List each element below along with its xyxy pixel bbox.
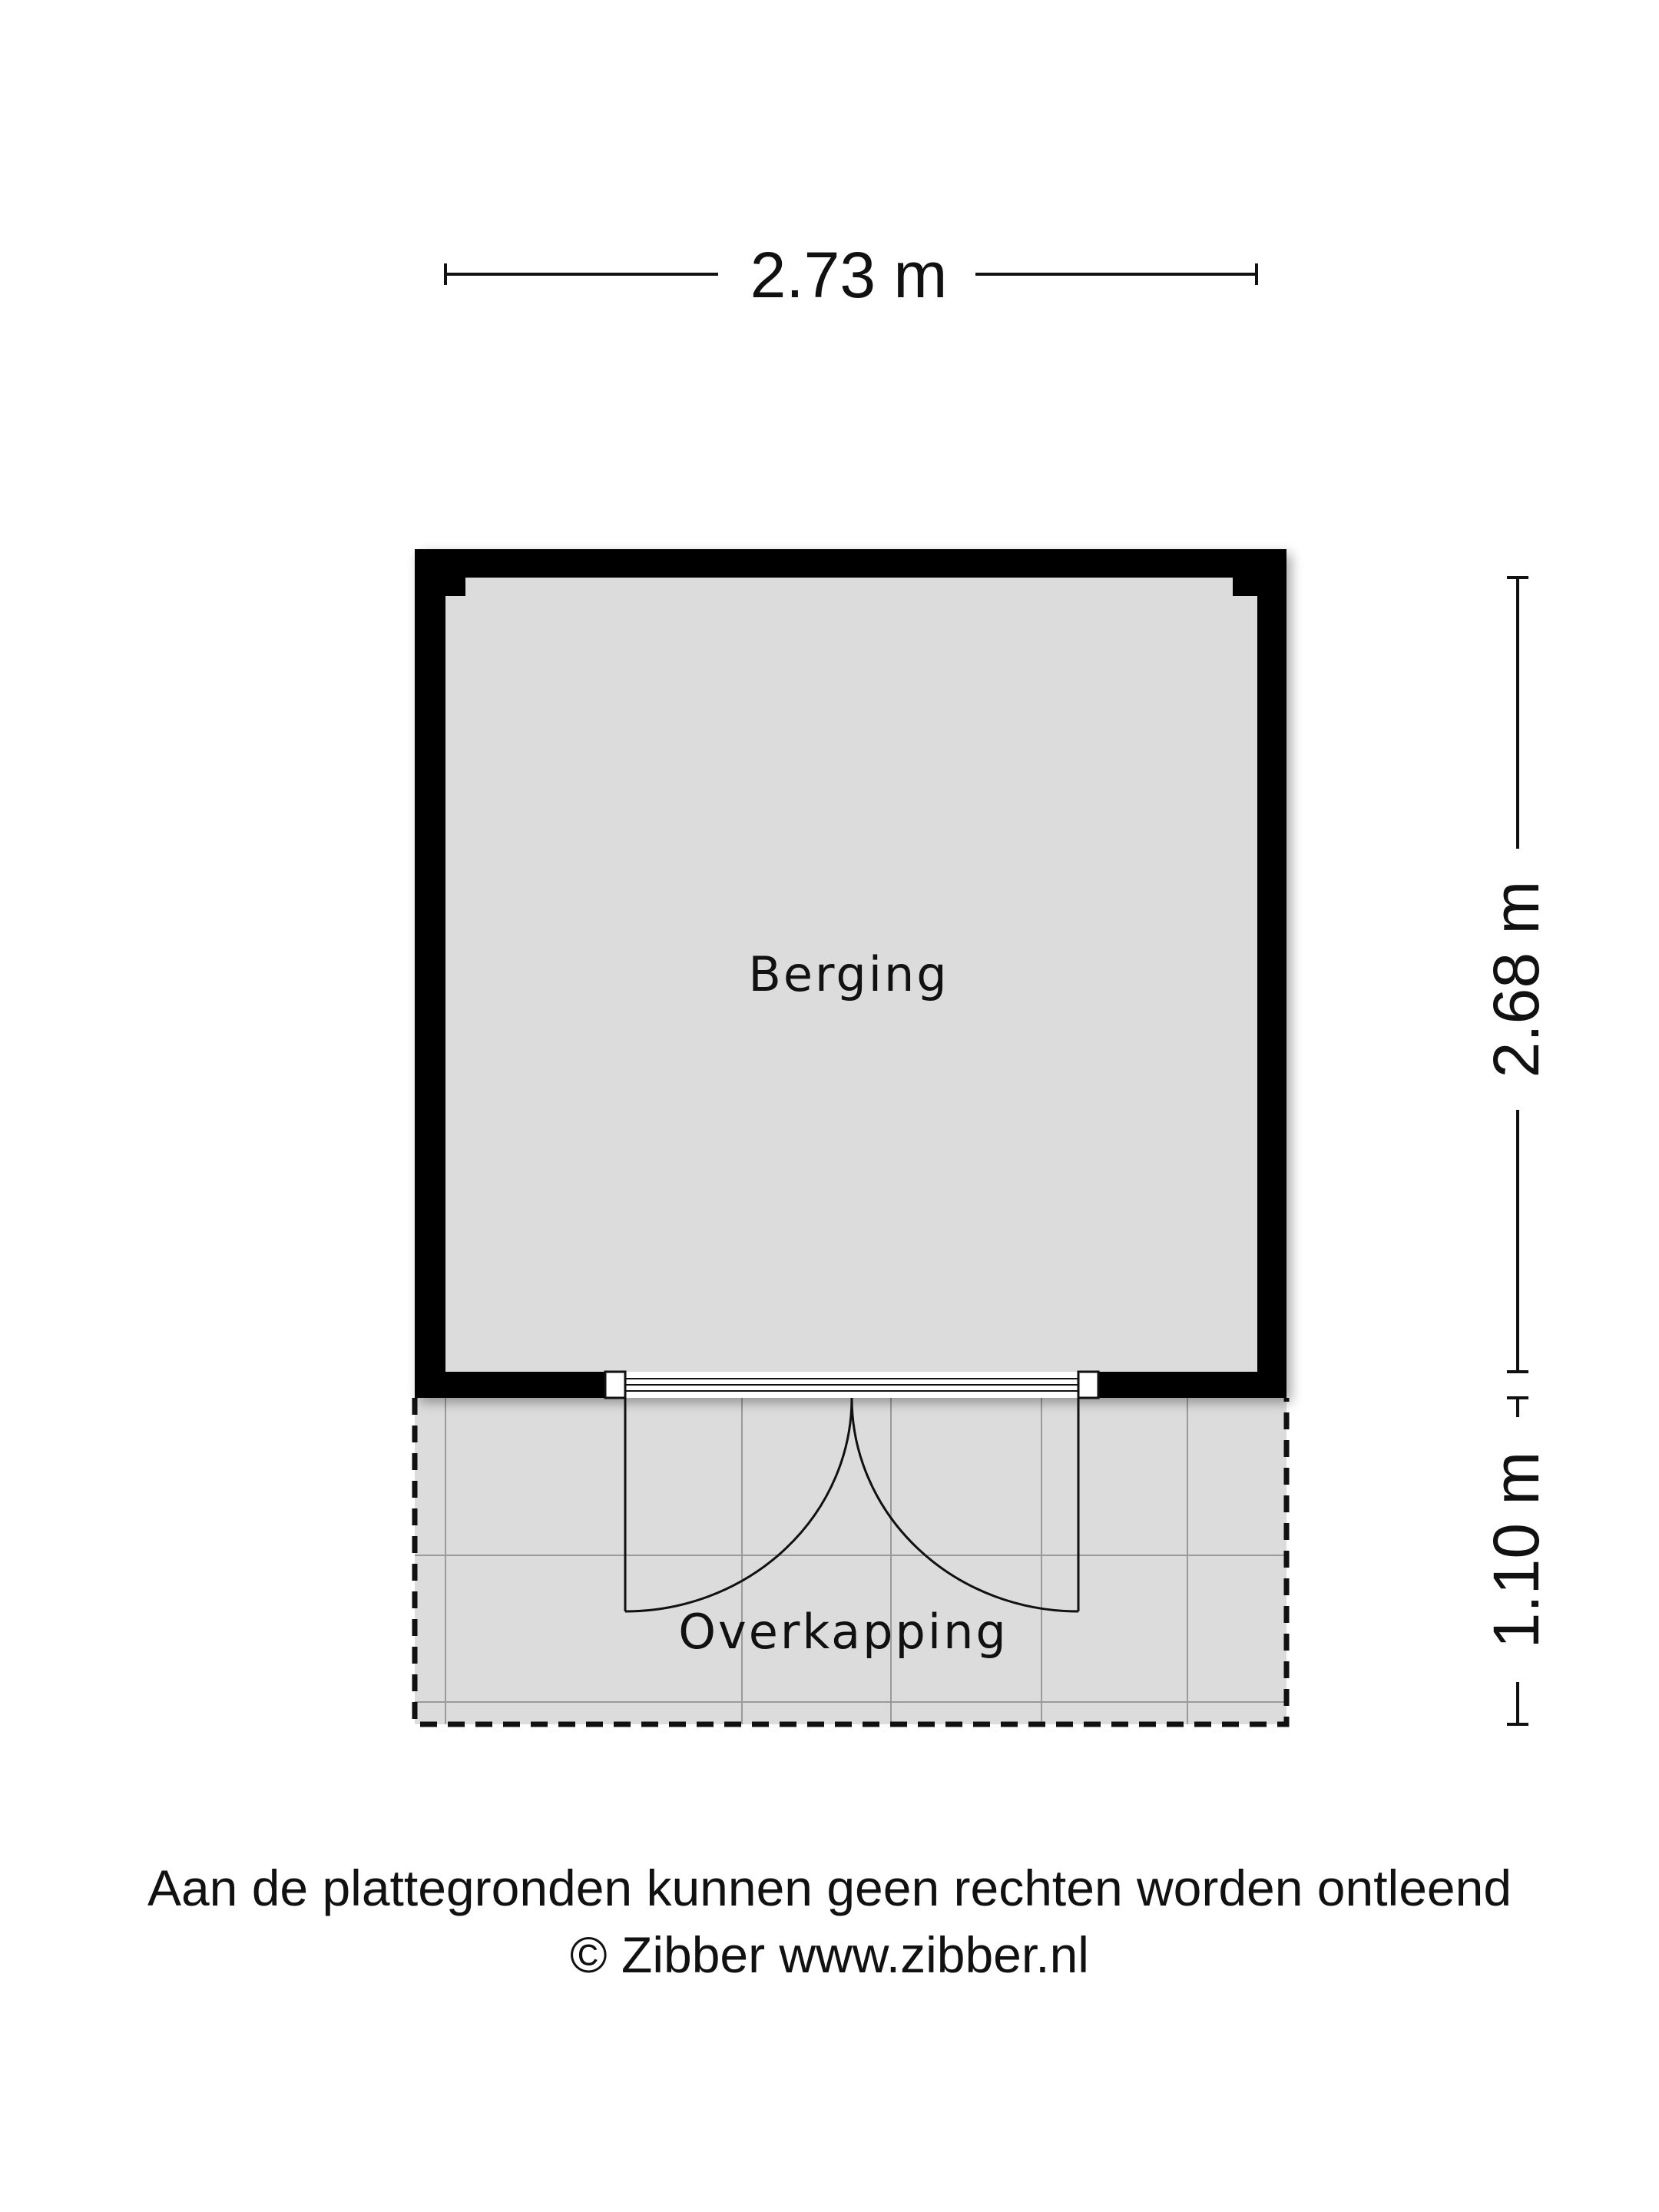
height-dimension [1480, 578, 1552, 1724]
copyright-text: © Zibber www.zibber.nl [570, 1926, 1089, 1983]
overkapping-area [415, 1398, 1286, 1724]
height-label-berging: 2.68 m [1480, 880, 1552, 1078]
room-label-berging: Berging [748, 946, 949, 1002]
width-dimension [445, 239, 1257, 311]
room-label-overkapping: Overkapping [678, 1604, 1008, 1660]
disclaimer-text: Aan de plattegronden kunnen geen rechten worden ontleend [147, 1859, 1512, 1916]
height-label-overkapping: 1.10 m [1480, 1451, 1552, 1649]
width-label: 2.73 m [750, 239, 948, 311]
